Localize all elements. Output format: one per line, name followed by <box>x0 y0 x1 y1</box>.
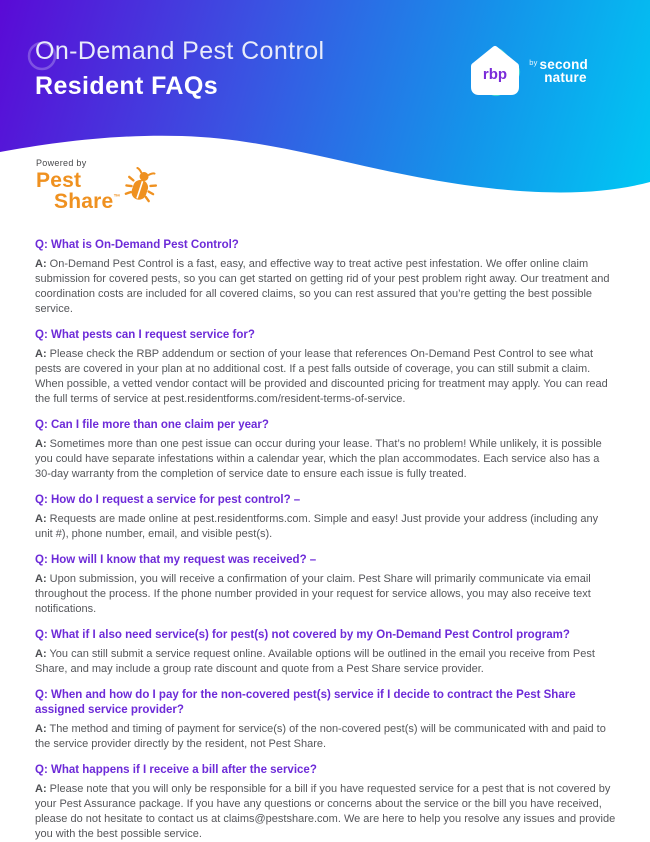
answer-text: On-Demand Pest Control is a fast, easy, and effective way to treat active pest infestation. We offer online claim submission for covered pests, so you can get started on getting rid of your pest problem right away. Our treatment and coordination costs are included for all covered claims, so you can rest assured that you’re getting the best possible service. <box>35 258 610 315</box>
faq-question: Q: Can I file more than one claim per year? <box>35 419 269 431</box>
pest-share-logo <box>36 158 158 212</box>
faq-item-1 <box>35 238 617 317</box>
trademark-symbol: ™ <box>113 194 121 201</box>
faq-question: Q: How do I request a service for pest control? – <box>35 494 301 506</box>
answer-prefix: A: <box>35 438 47 450</box>
share-word: Share™ <box>54 190 121 213</box>
faq-question: Q: What happens if I receive a bill after the service? <box>35 764 317 776</box>
answer-prefix: A: <box>35 348 47 360</box>
faq-question: Q: What if I also need service(s) for pest(s) not covered by my On-Demand Pest Control program? <box>35 629 570 641</box>
faq-item-7 <box>35 688 617 752</box>
header-banner <box>0 0 650 230</box>
rbp-second-nature-logo <box>468 42 588 100</box>
answer-text: The method and timing of payment for service(s) of the non-covered pest(s) will be communicated with and paid to the service provider directly by the resident, not Pest Share. <box>35 723 606 750</box>
answer-prefix: A: <box>35 513 47 525</box>
answer-prefix: A: <box>35 648 47 660</box>
bug-icon <box>124 166 158 206</box>
answer-prefix: A: <box>35 783 47 795</box>
answer-text: Upon submission, you will receive a confirmation of your claim. Pest Share will primarily communicate via email throughout the process. If the phone number provided in your request for service allows, you may also receive text notifications. <box>35 573 591 615</box>
faq-answer <box>35 347 617 407</box>
answer-text: Sometimes more than one pest issue can occur during your lease. That’s no problem! While unlikely, it is possible you could have separate infestations within a calendar year, which the plan accommodates. Each service also has a 30-day warranty from the completion of service date to ensure each issue is fully treated. <box>35 438 602 480</box>
nature-word: nature <box>544 70 587 85</box>
faq-question: Q: What is On-Demand Pest Control? <box>35 239 239 251</box>
second-nature-wordmark <box>529 58 588 85</box>
faq-item-6 <box>35 628 617 677</box>
answer-text: Please check the RBP addendum or section of your lease that references On-Demand Pest Control to see what pests are covered in your plan at no additional cost. If a pest falls outside of coverage, you can still submit a claim. When possible, a vetted vendor contact will be provided and discounted pricing for treatment may apply. You can read the full terms of service at pest.residentforms.com/resident-terms-of-service. <box>35 348 608 405</box>
faq-answer <box>35 647 617 677</box>
rbp-house-icon <box>468 42 522 100</box>
faq-answer <box>35 257 617 317</box>
answer-prefix: A: <box>35 573 47 585</box>
faq-list <box>0 230 650 842</box>
answer-prefix: A: <box>35 258 47 270</box>
faq-question: Q: What pests can I request service for? <box>35 329 255 341</box>
faq-answer <box>35 572 617 617</box>
pest-word: Pest <box>36 169 82 192</box>
faq-item-2 <box>35 328 617 407</box>
faq-item-5 <box>35 553 617 617</box>
faq-answer <box>35 722 617 752</box>
faq-answer <box>35 782 617 842</box>
faq-item-3 <box>35 418 617 482</box>
rbp-icon-text: rbp <box>483 66 508 83</box>
faq-question: Q: How will I know that my request was received? – <box>35 554 317 566</box>
answer-text: Please note that you will only be responsible for a bill if you have requested service for a pest that is not covered by your Pest Assurance package. If you have any questions or concerns about the service or the bill you have received, please do not hesitate to contact us at claims@pestshare.com. We are here to help you resolve any issues and provide you with the best possible service. <box>35 783 616 840</box>
powered-by-label: Powered by <box>36 158 87 168</box>
answer-text: Requests are made online at pest.residentforms.com. Simple and easy! Just provide your address (including any unit #), phone number, email, and visible pest(s). <box>35 513 599 540</box>
second-word: second <box>539 56 588 72</box>
page-title-line1: On-Demand Pest Control <box>35 37 325 65</box>
faq-answer <box>35 437 617 482</box>
page-title <box>35 36 324 101</box>
faq-answer <box>35 512 617 542</box>
page-title-line2: Resident FAQs <box>35 72 219 100</box>
faq-question: Q: When and how do I pay for the non-covered pest(s) service if I decide to contract the Pest Share assigned service provider? <box>35 689 576 716</box>
faq-item-4 <box>35 493 617 542</box>
by-label: by <box>529 57 538 67</box>
answer-prefix: A: <box>35 723 47 735</box>
answer-text: You can still submit a service request online. Available options will be outlined in the email you receive from Pest Share, and may include a group rate discount and quote from a Pest Share service provider. <box>35 648 595 675</box>
faq-item-8 <box>35 763 617 842</box>
